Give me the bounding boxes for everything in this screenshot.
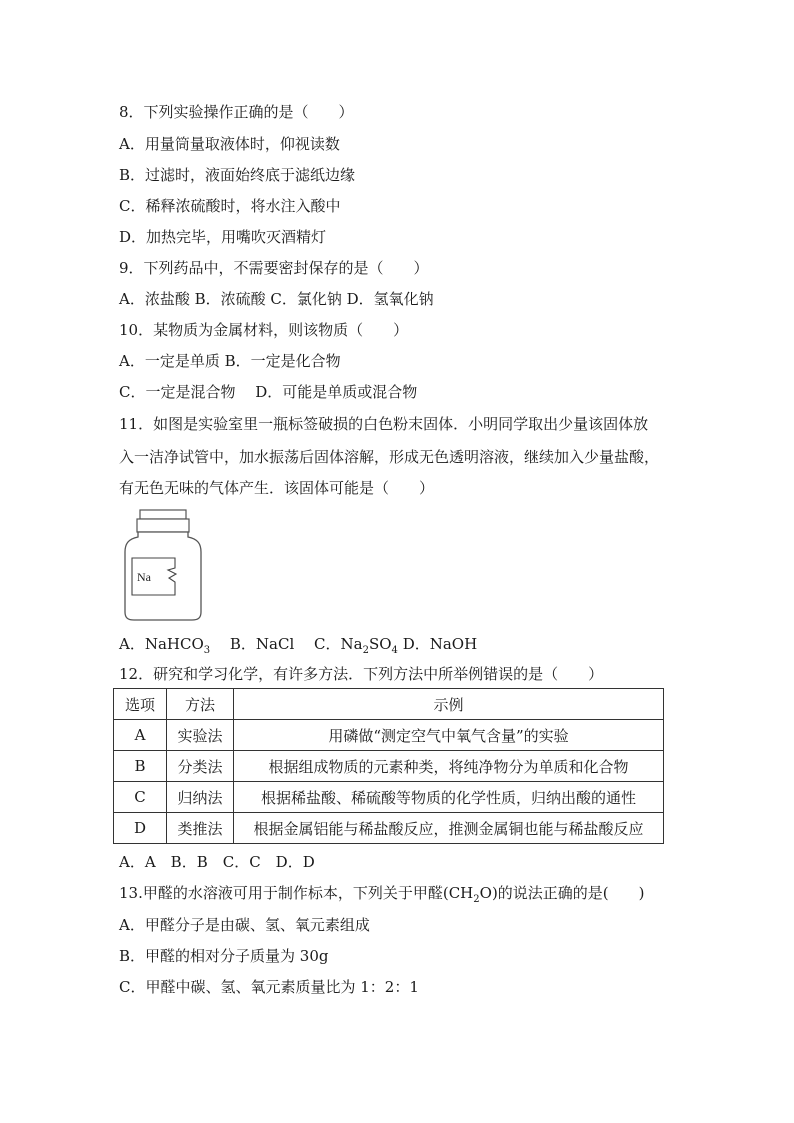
table-cell-example: 根据稀盐酸、稀硫酸等物质的化学性质，归纳出酸的通性: [234, 782, 664, 813]
q13-stem-subscript: 2: [473, 894, 480, 905]
table-cell-example: 根据组成物质的元素种类，将纯净物分为单质和化合物: [234, 751, 664, 782]
table-header-method: 方法: [167, 689, 234, 720]
bottle-stopper: [137, 519, 189, 532]
table-cell-example: 根据金属铝能与稀盐酸反应，推测金属铜也能与稀盐酸反应: [234, 813, 664, 844]
q12-stem: 12．研究和学习化学，有许多方法．下列方法中所举例错误的是（ ）: [119, 665, 604, 683]
q11-option-a-subscript: 3: [203, 645, 211, 656]
q11-options: [119, 633, 477, 654]
table-row: [114, 782, 664, 813]
q9-stem: 9．下列药品中，不需要密封保存的是（ ）: [119, 259, 429, 277]
q8-option-a: A．用量筒量取液体时，仰视读数: [119, 135, 340, 153]
q8-option-d: D．加热完毕，用嘴吹灭酒精灯: [119, 228, 327, 246]
q13-stem-pre: 13.甲醛的水溶液可用于制作标本，下列关于甲醛(CH: [119, 884, 474, 902]
q12-methods-table: [113, 688, 664, 844]
table-header-example: 示例: [234, 689, 664, 720]
q11-option-c-mid: SO: [368, 635, 392, 653]
q13-option-a: A．甲醛分子是由碳、氢、氧元素组成: [119, 916, 370, 934]
q11-option-a: A．NaHCO: [119, 635, 204, 653]
label-text: Na: [137, 570, 151, 584]
table-header-option: 选项: [114, 689, 167, 720]
q11-stem-line2: 入一洁净试管中，加水振荡后固体溶解，形成无色透明溶液，继续加入少量盐酸，: [119, 448, 660, 466]
table-header-row: [114, 689, 664, 720]
q10-options-cd: C．一定是混合物 D．可能是单质或混合物: [119, 383, 418, 401]
q11-stem-line1: 11．如图是实验室里一瓶标签破损的白色粉末固体．小明同学取出少量该固体放: [119, 415, 649, 433]
table-row: [114, 720, 664, 751]
q11-option-d: D．NaOH: [397, 635, 478, 653]
table-cell-option: B: [114, 751, 167, 782]
bottle-stopper-top: [140, 510, 186, 519]
table-cell-method: 归纳法: [167, 782, 234, 813]
q13-stem: [119, 882, 645, 903]
q13-stem-post: O)的说法正确的是( ): [479, 884, 645, 902]
table-cell-method: 分类法: [167, 751, 234, 782]
table-cell-option: C: [114, 782, 167, 813]
q10-stem: 10．某物质为金属材料，则该物质（ ）: [119, 321, 409, 339]
reagent-bottle-figure: [120, 508, 216, 624]
table-cell-method: 类推法: [167, 813, 234, 844]
q8-option-c: C．稀释浓硫酸时，将水注入酸中: [119, 197, 341, 215]
q12-options: A．A B．B C．C D．D: [119, 853, 315, 871]
q11-option-c-subscript-1: 2: [362, 645, 369, 656]
q10-options-ab: A．一定是单质 B．一定是化合物: [119, 352, 341, 370]
q11-option-bc: B．NaCl C．Na: [210, 635, 363, 653]
table-cell-option: A: [114, 720, 167, 751]
q9-options: A．浓盐酸 B．浓硫酸 C．氯化钠 D．氢氧化钠: [119, 290, 434, 308]
q8-stem: 8．下列实验操作正确的是（ ）: [119, 103, 354, 121]
table-row: [114, 813, 664, 844]
q13-option-b: B．甲醛的相对分子质量为 30g: [119, 947, 329, 965]
q11-stem-line3: 有无色无味的气体产生．该固体可能是（ ）: [119, 479, 435, 497]
q11-option-c-subscript-2: 4: [391, 645, 398, 656]
table-cell-option: D: [114, 813, 167, 844]
table-row: [114, 751, 664, 782]
q13-option-c: C．甲醛中碳、氢、氧元素质量比为 1：2：1: [119, 978, 419, 996]
q8-option-b: B．过滤时，液面始终底于滤纸边缘: [119, 166, 356, 184]
table-cell-method: 实验法: [167, 720, 234, 751]
table-cell-example: 用磷做“测定空气中氧气含量”的实验: [234, 720, 664, 751]
